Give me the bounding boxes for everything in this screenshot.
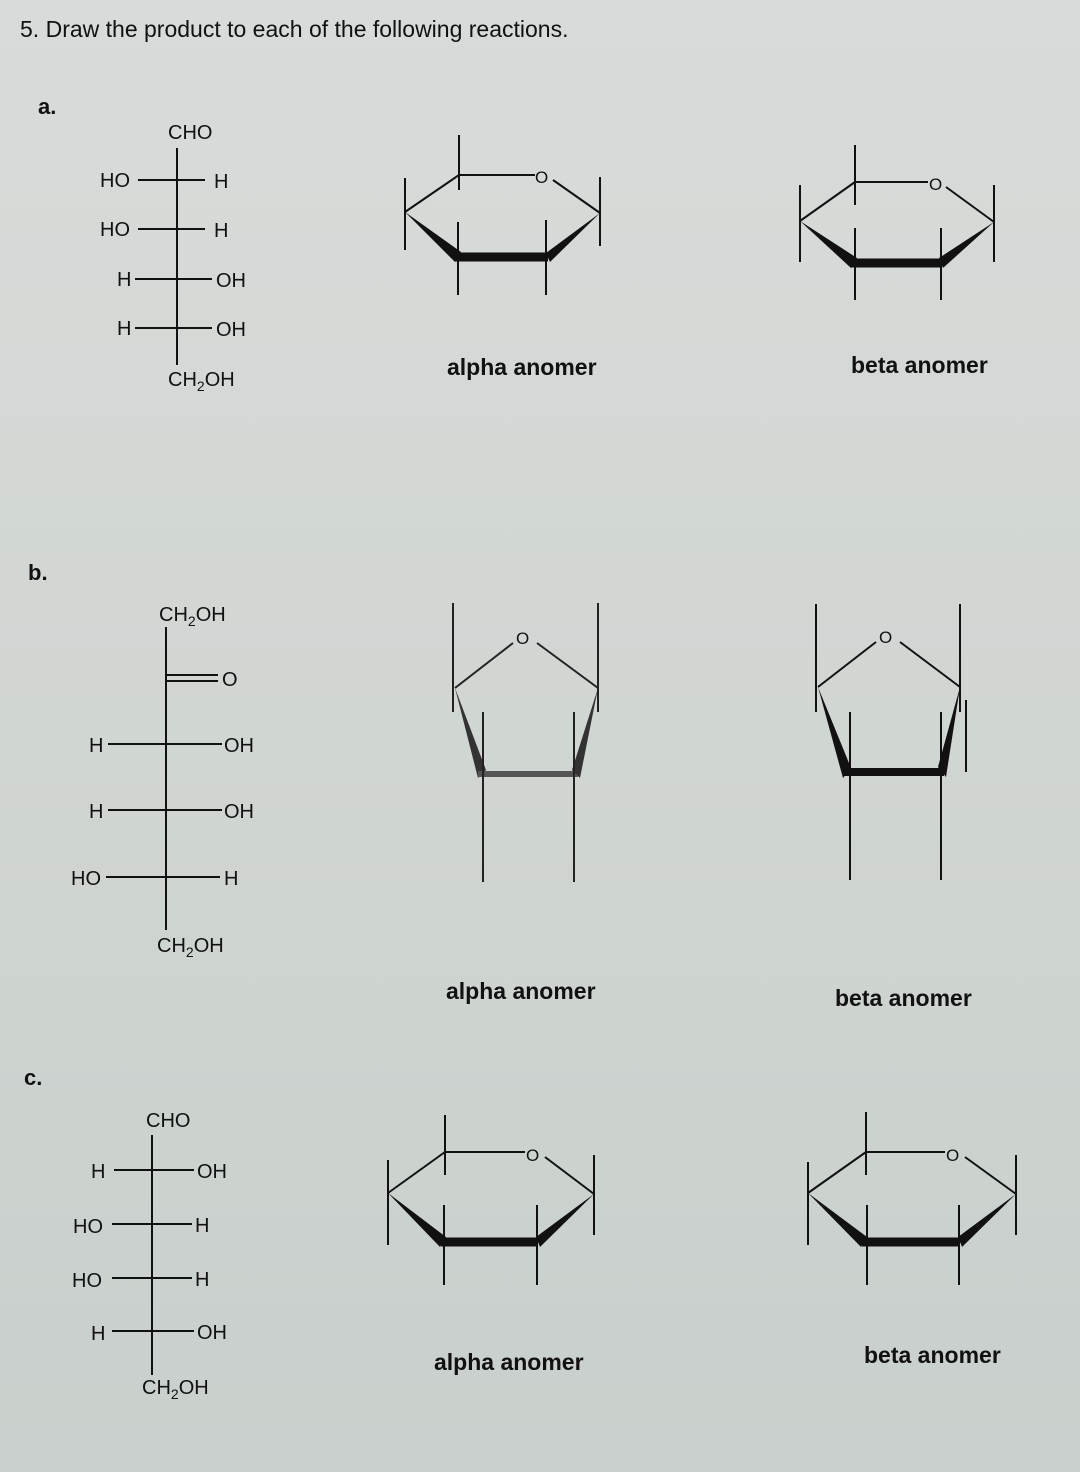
- part-a-row1-right: H: [214, 171, 229, 193]
- part-a-label: a.: [38, 94, 57, 119]
- part-c-row2-left: HO: [73, 1216, 103, 1238]
- question-text: Draw the product to each of the following reactions.: [45, 16, 569, 42]
- part-c-top-group: CHO: [146, 1110, 191, 1132]
- part-a-beta-ring-oxygen: O: [929, 175, 943, 194]
- part-b-row1-right: OH: [224, 735, 254, 757]
- part-b-alpha-haworth: [453, 603, 598, 882]
- part-b-carbonyl-oxygen: O: [222, 669, 238, 691]
- part-b-row2-right: OH: [224, 801, 254, 823]
- part-c-row4-left: H: [91, 1323, 106, 1345]
- part-b-alpha-ring-oxygen: O: [516, 629, 530, 648]
- part-b-bottom-group: $CH_2OH$: [157, 935, 224, 960]
- part-b-fischer-projection: [71, 604, 254, 960]
- part-c-row2-right: H: [195, 1215, 210, 1237]
- part-a-top-group: CHO: [168, 122, 213, 144]
- part-c-beta-label: beta anomer: [864, 1342, 1001, 1368]
- part-c-row4-right: OH: [197, 1322, 227, 1344]
- part-b-beta-ring-oxygen: O: [879, 628, 893, 647]
- part-a-fischer-projection: [100, 122, 246, 394]
- part-b-beta-haworth: [816, 604, 966, 880]
- question-number: 5.: [20, 16, 40, 42]
- part-a-row3-right: OH: [216, 270, 246, 292]
- part-a-alpha-haworth: [405, 135, 600, 295]
- part-c-row1-left: H: [91, 1161, 106, 1183]
- part-c-alpha-ring-oxygen: O: [526, 1146, 540, 1165]
- part-a-row2-right: H: [214, 220, 229, 242]
- part-b-row3-left: HO: [71, 868, 101, 890]
- part-c-alpha-label: alpha anomer: [434, 1349, 584, 1375]
- part-b-label: b.: [28, 560, 48, 585]
- part-b-row3-right: H: [224, 868, 239, 890]
- part-a-alpha-label: alpha anomer: [447, 354, 597, 380]
- part-b-row2-left: H: [89, 801, 104, 823]
- part-c-beta-ring-oxygen: O: [946, 1146, 960, 1165]
- part-c-bottom-group: $CH_2OH$: [142, 1377, 209, 1402]
- part-a-alpha-ring-oxygen: O: [535, 168, 549, 187]
- part-c-beta-haworth: [808, 1112, 1016, 1285]
- part-c-alpha-haworth: [388, 1115, 594, 1285]
- part-c-row1-right: OH: [197, 1161, 227, 1183]
- part-a-row4-left: H: [117, 318, 132, 340]
- part-c-fischer-projection: [72, 1110, 227, 1402]
- part-a-row1-left: HO: [100, 170, 130, 192]
- part-a-row3-left: H: [117, 269, 132, 291]
- part-b-beta-label: beta anomer: [835, 985, 972, 1011]
- part-a-beta-haworth: [800, 145, 994, 300]
- part-b-top-group: $CH_2OH$: [159, 604, 226, 629]
- part-b-alpha-label: alpha anomer: [446, 978, 596, 1004]
- part-c-label: c.: [24, 1065, 43, 1090]
- part-a-beta-label: beta anomer: [851, 352, 988, 378]
- part-c-row3-left: HO: [72, 1270, 102, 1292]
- part-c-row3-right: H: [195, 1269, 210, 1291]
- part-a-row2-left: HO: [100, 219, 130, 241]
- part-a-row4-right: OH: [216, 319, 246, 341]
- part-b-row1-left: H: [89, 735, 104, 757]
- part-a-bottom-group: $CH_2OH$: [168, 369, 235, 394]
